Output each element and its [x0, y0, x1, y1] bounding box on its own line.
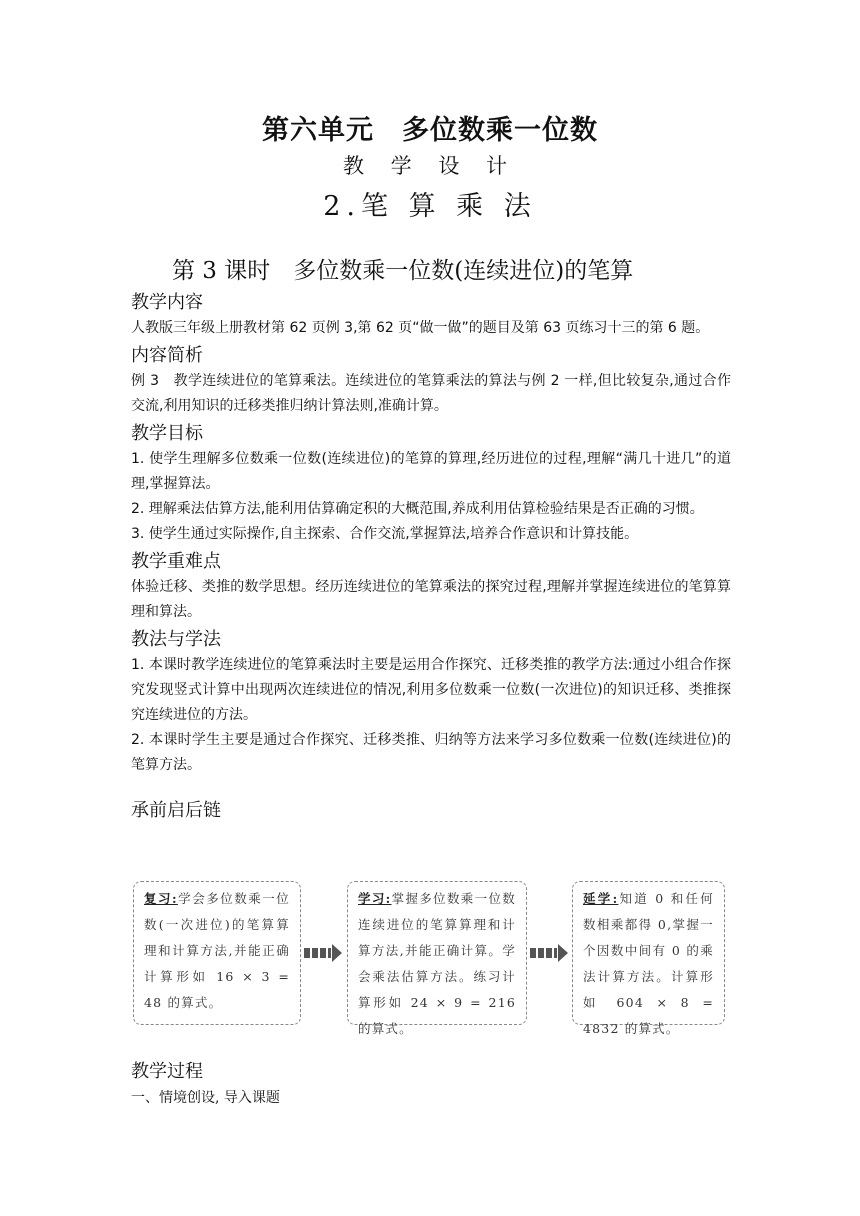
heading-teaching-content: 教学内容	[131, 292, 203, 313]
method-item-1: 1. 本课时教学连续进位的笔算乘法时主要是运用合作探究、迁移类推的教学方法:通过小组合作探究发现竖式计算中出现两次连续进位的情况,利用多位数乘一位数(一次进位)的知识迁移、类推探究连续进位的方法。	[131, 657, 731, 723]
text-key-points: 体验迁移、类推的数学思想。经历连续进位的笔算乘法的探究过程,理解并掌握连续进位的笔算算理和算法。	[131, 579, 731, 620]
extend-text: 知道 0 和任何数相乘都得 0,掌握一个因数中间有 0 的乘法计算方法。计算形如 604 × 8 = 4832 的算式。	[583, 891, 714, 1036]
text-teaching-content: 人教版三年级上册教材第 62 页例 3,第 62 页“做一做”的题目及第 63 页练习十三的第 6 题。	[131, 320, 710, 336]
heading-content-analysis: 内容简析	[131, 345, 203, 366]
heading-key-points: 教学重难点	[131, 551, 221, 572]
unit-title: 第六单元 多位数乘一位数	[262, 115, 598, 146]
lesson-title: 第 3 课时 多位数乘一位数(连续进位)的笔算	[172, 258, 634, 284]
lesson-content	[131, 288, 731, 824]
goal-item-3: 3. 使学生通过实际操作,自主探索、合作交流,掌握算法,培养合作意识和计算技能。	[131, 526, 639, 542]
heading-methods: 教法与学法	[131, 629, 221, 650]
heading-teaching-process: 教学过程	[131, 1061, 203, 1082]
review-text: 学会多位数乘一位数(一次进位)的笔算算理和计算方法,并能正确计算形如 16 × 3 = 48 的算式。	[144, 891, 290, 1010]
double-arrow-right-icon	[303, 944, 343, 962]
process-step-1: 一、情境创设, 导入课题	[131, 1090, 280, 1106]
goal-item-2: 2. 理解乘法估算方法,能利用估算确定积的大概范围,养成利用估算检验结果是否正确的习惯。	[131, 501, 704, 517]
review-box	[133, 881, 301, 1025]
heading-teaching-goals: 教学目标	[131, 423, 203, 444]
goal-item-1: 1. 使学生理解多位数乘一位数(连续进位)的笔算的算理,经历进位的过程,理解“满几十进几”的道理,掌握算法。	[131, 451, 731, 492]
learn-text: 掌握多位数乘一位数连续进位的笔算算理和计算方法,并能正确计算。学会乘法估算方法。练习计算形如 24 × 9 = 216 的算式。	[358, 891, 516, 1036]
review-label: 复习:	[144, 891, 178, 906]
design-label: 教 学 设 计	[342, 154, 518, 178]
text-content-analysis: 例 3 教学连续进位的笔算乘法。连续进位的笔算乘法的算法与例 2 一样,但比较复杂,通过合作交流,利用知识的迁移类推归纳计算法则,准确计算。	[131, 373, 731, 414]
learn-label: 学习:	[358, 891, 392, 906]
extend-box	[572, 881, 725, 1036]
learning-chain	[131, 881, 731, 1036]
heading-links: 承前启后链	[131, 800, 221, 821]
learn-box	[347, 881, 527, 1036]
method-item-2: 2. 本课时学生主要是通过合作探究、迁移类推、归纳等方法来学习多位数乘一位数(连续进位)的笔算方法。	[131, 732, 731, 773]
section-title: 2.笔 算 乘 法	[323, 191, 537, 222]
double-arrow-right-icon	[529, 944, 569, 962]
extend-label: 延学:	[583, 891, 619, 906]
